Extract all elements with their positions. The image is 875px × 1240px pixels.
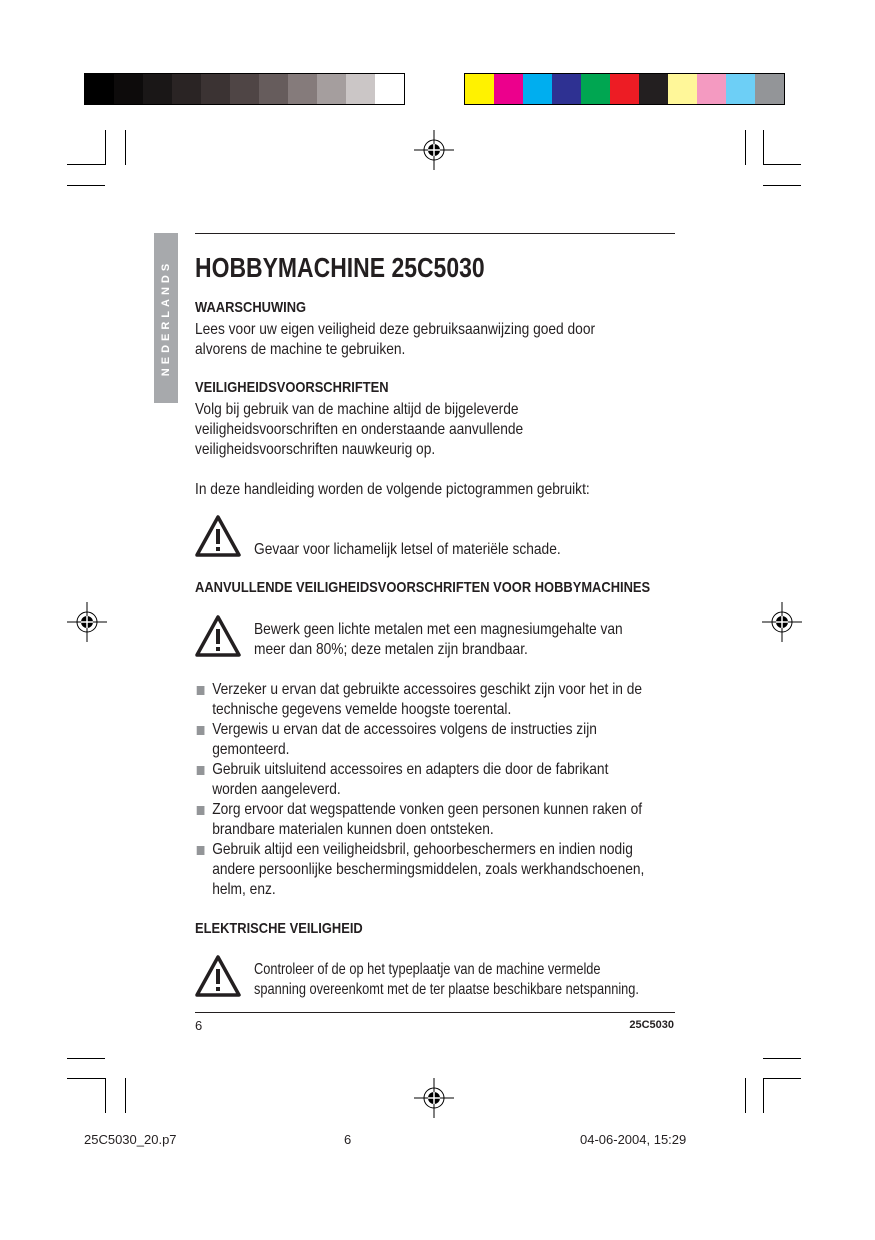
color-swatch [494, 74, 523, 104]
color-swatch [552, 74, 581, 104]
pictogram-description: Gevaar voor lichamelijk letsel of materiële schade. [254, 541, 561, 558]
color-swatch [288, 74, 317, 104]
grayscale-calibration-bar [84, 73, 405, 105]
page-title: HOBBYMACHINE 25C5030 [195, 252, 485, 283]
color-swatch [668, 74, 697, 104]
page-number: 6 [195, 1018, 203, 1033]
registration-mark-top [414, 130, 454, 170]
list-item: Zorg ervoor dat wegspattende vonken geen personen kunnen raken of brandbare materialen kunnen doen ontsteken. [195, 800, 677, 840]
language-tab [154, 233, 178, 403]
color-swatch [755, 74, 784, 104]
color-swatch [114, 74, 143, 104]
color-swatch [85, 74, 114, 104]
registration-mark-right [762, 602, 802, 642]
color-swatch [465, 74, 494, 104]
list-item: Gebruik uitsluitend accessoires en adapters die door de fabrikant worden aangeleverd. [195, 760, 677, 800]
print-file-name: 25C5030_20.p7 [84, 1132, 177, 1147]
language-tab-label: NEDERLANDS [160, 259, 172, 377]
color-swatch [230, 74, 259, 104]
bottom-rule [195, 1012, 675, 1013]
pictogram-intro: In deze handleiding worden de volgende pictogrammen gebruikt: [195, 481, 590, 498]
color-swatch [581, 74, 610, 104]
electrical-safety-heading: ELEKTRISCHE VEILIGHEID [195, 920, 363, 937]
color-swatch [523, 74, 552, 104]
color-swatch [610, 74, 639, 104]
safety-heading: VEILIGHEIDSVOORSCHRIFTEN [195, 379, 389, 396]
color-swatch [639, 74, 668, 104]
print-page-number: 6 [344, 1132, 352, 1147]
warning-triangle-icon [195, 615, 241, 657]
color-swatch [726, 74, 755, 104]
warning-triangle-icon [195, 515, 241, 557]
color-swatch [143, 74, 172, 104]
voltage-warning-text: Controleer of de op het typeplaatje van de machine vermelde spanning overeenkomt met de ter plaatse beschikbare netspanning. [254, 961, 639, 998]
warning-heading: WAARSCHUWING [195, 299, 307, 316]
model-number: 25C5030 [629, 1019, 674, 1031]
color-swatch [697, 74, 726, 104]
metal-warning-text: Bewerk geen lichte metalen met een magnesiumgehalte van meer dan 80%; deze metalen zijn brandbaar. [254, 621, 623, 658]
color-swatch [346, 74, 375, 104]
color-swatch [375, 74, 404, 104]
list-item: Gebruik altijd een veiligheidsbril, gehoorbeschermers en indien nodig andere persoonlijke beschermingsmiddelen, zoals werkhandschoenen, helm, enz. [195, 840, 677, 900]
list-item: Verzeker u ervan dat gebruikte accessoires geschikt zijn voor het in de technische gegevens vemelde hoogste toerental. [195, 680, 677, 720]
safety-text: Volg bij gebruik van de machine altijd de bijgeleverde veiligheidsvoorschriften en onderstaande aanvullende veiligheidsvoorschriften nauwkeurig op. [195, 401, 524, 458]
top-rule [195, 233, 675, 234]
print-timestamp: 04-06-2004, 15:29 [580, 1132, 687, 1147]
registration-mark-bottom [414, 1078, 454, 1118]
registration-mark-left [67, 602, 107, 642]
additional-safety-heading: AANVULLENDE VEILIGHEIDSVOORSCHRIFTEN VOOR HOBBYMACHINES [195, 579, 651, 596]
color-swatch [201, 74, 230, 104]
color-swatch [259, 74, 288, 104]
color-swatch [317, 74, 346, 104]
warning-triangle-icon [195, 955, 241, 997]
warning-text: Lees voor uw eigen veiligheid deze gebruiksaanwijzing goed door alvorens de machine te gebruiken. [195, 321, 596, 358]
color-calibration-bar [464, 73, 785, 105]
color-swatch [172, 74, 201, 104]
list-item: Vergewis u ervan dat de accessoires volgens de instructies zijn gemonteerd. [195, 720, 677, 760]
safety-bullet-list [195, 680, 677, 900]
